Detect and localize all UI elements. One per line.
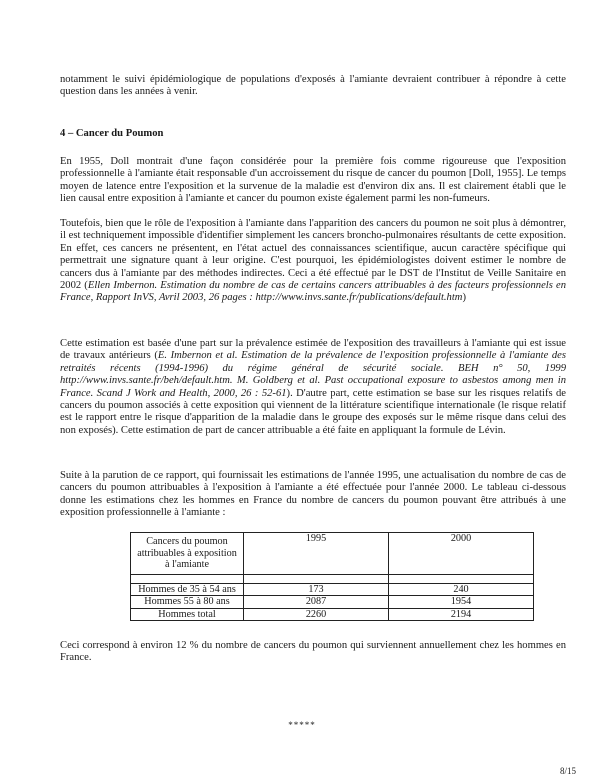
- column-header-2000: 2000: [389, 533, 534, 575]
- row-label: Hommes de 35 à 54 ans: [131, 583, 244, 596]
- table-row: [131, 596, 534, 609]
- paragraph-estimation-method: [60, 218, 566, 305]
- row-label: Hommes total: [131, 608, 244, 621]
- table-corner-label: Cancers du poumon attribuables à exposition à l'amiante: [131, 533, 244, 575]
- intro-paragraph: notamment le suivi épidémiologique de populations d'exposés à l'amiante devraient contribuer à répondre à cette question dans les années à venir.: [60, 74, 566, 98]
- reference-prevalence-studies: E. Imbernon et al. Estimation de la prévalence de l'exposition professionnelle à l'amiante des retraités récents (1994-1996) du régime général de sécurité sociale. BEH n° 50, 1999 http://www.invs.sante.fr/beh/default.htm. M. Goldberg et al. Past occupational exposure to asbestos among men in France. Scand J Work and Health, 2000, 26 : 52-61: [60, 350, 566, 399]
- paragraph-update-2000: Suite à la parution de ce rapport, qui fournissait les estimations de l'année 1995, une actualisation du nombre de cas de cancers du poumon attribuables à l'exposition à l'amiante a été effectuée pour l'année 2000. Le tableau ci-dessous donne les estimations chez les hommes en France du nombre de cancers du poumon pouvant être attribués à une exposition professionnelle à l'amiante :: [60, 470, 566, 519]
- paragraph-text-end: ): [462, 292, 466, 304]
- cell-2000: 1954: [389, 596, 534, 609]
- paragraph-text: Cette estimation est basée d'une part sur la prévalence estimée de l'exposition des travailleurs à l'amiante qui est issue de travaux antérieurs (: [60, 338, 566, 362]
- section-separator: *****: [288, 720, 316, 730]
- table-header-row: [131, 533, 534, 575]
- cell-2000: 240: [389, 583, 534, 596]
- cell-1995: 2087: [244, 596, 389, 609]
- section-heading: 4 – Cancer du Poumon: [60, 128, 164, 139]
- table-spacer-row: [131, 574, 534, 583]
- table-row: [131, 608, 534, 621]
- paragraph-prevalence: [60, 338, 566, 437]
- reference-imbernon-2003: Ellen Imbernon. Estimation du nombre de cas de certains cancers attribuables à des facteurs professionnels en France, Rapport InVS, Avril 2003, 26 pages : http://www.invs.sante.fr/publications/default.htm: [60, 280, 566, 304]
- table-row: [131, 583, 534, 596]
- cell-1995: 173: [244, 583, 389, 596]
- cell-2000: 2194: [389, 608, 534, 621]
- cell-1995: 2260: [244, 608, 389, 621]
- row-label: Hommes 55 à 80 ans: [131, 596, 244, 609]
- page-number: 8/15: [559, 766, 576, 776]
- column-header-1995: 1995: [244, 533, 389, 575]
- paragraph-conclusion: Ceci correspond à environ 12 % du nombre de cancers du poumon qui surviennent annuellement chez les hommes en France.: [60, 640, 566, 664]
- lung-cancer-table: [130, 532, 534, 621]
- paragraph-text-continued: ). D'autre part, cette estimation se base sur les risques relatifs de cancers du poumon associés à cette exposition qui viennent de la littérature scientifique internationale (le risque relatif est le rapport entre le risque d'apparition de la maladie dans le groupe des exposés sur le même risque dans celui des non exposés). Cette estimation de part de cancer attribuable a été faite en appliquant la formule de Lévin.: [60, 387, 566, 436]
- paragraph-doll: En 1955, Doll montrait d'une façon considérée pour la première fois comme rigoureuse que l'exposition professionnelle à l'amiante était responsable d'un accroissement du risque de cancer du poumon [Doll, 1955]. Le temps moyen de latence entre l'exposition et la survenue de la maladie est d'environ dix ans. Il est clairement établi que le lien causal entre exposition à l'amiante et cancer du poumon existe également parmi les non-fumeurs.: [60, 156, 566, 205]
- paragraph-text: Toutefois, bien que le rôle de l'exposition à l'amiante dans l'apparition des cancers du poumon ne soit plus à démontrer, il est techniquement impossible d'identifier simplement les cancers broncho-pulmonaires résultants de cette exposition. En effet, ces cancers ne présentent, en l'état actuel des connaissances scientifique, aucun caractère spécifique qui permettrait une signature quant à leur origine. C'est pourquoi, les épidémiologistes doivent estimer le nombre de cancers dus à l'amiante par des méthodes indirectes. Ceci a été effectué par le DST de l'Institut de Veille Sanitaire en 2002 (: [60, 218, 566, 292]
